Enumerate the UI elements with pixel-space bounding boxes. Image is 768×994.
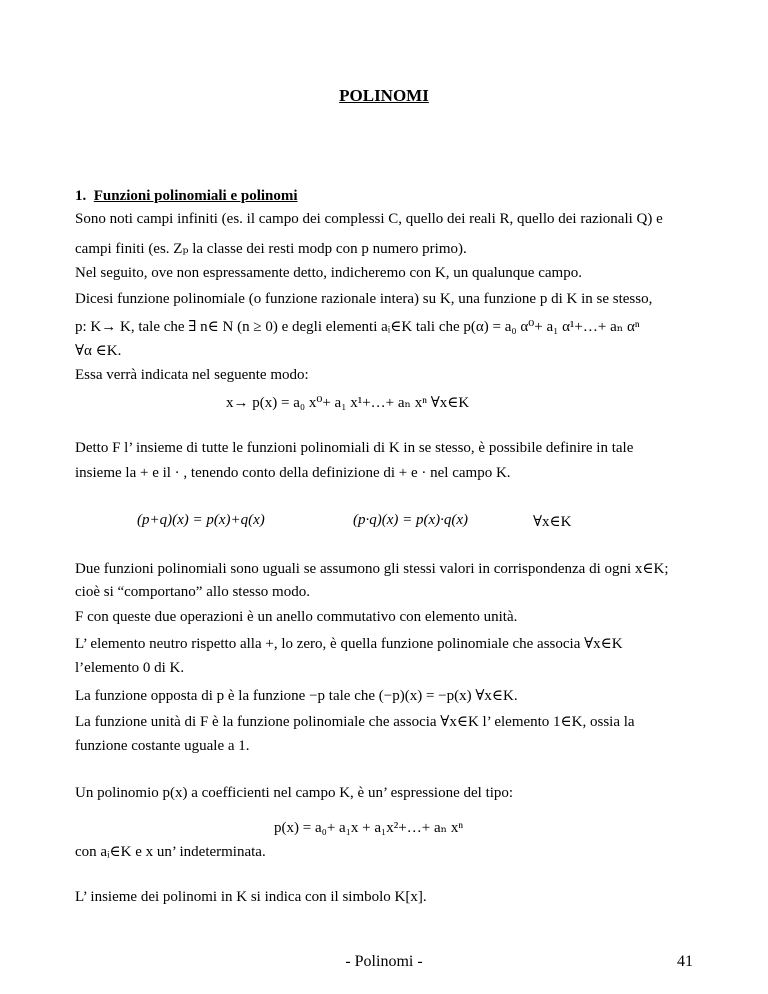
page-title: POLINOMI xyxy=(339,86,429,105)
paragraph-line: cioè si “comportano” allo stesso modo. xyxy=(75,584,310,600)
paragraph-line: ∀α ∈K. xyxy=(75,343,122,359)
paragraph-line: insieme la + e il · , tenendo conto della definizione di + e · nel campo K. xyxy=(75,465,511,481)
section-heading xyxy=(75,188,298,205)
paragraph-line: Detto F l’ insieme di tutte le funzioni polinomiali di K in se stesso, è possibile definire in tale xyxy=(75,440,634,456)
paragraph-line: La funzione unità di F è la funzione polinomiale che associa ∀x∈K l’ elemento 1∈K, ossia la xyxy=(75,714,635,730)
paragraph-line: Due funzioni polinomiali sono uguali se assumono gli stessi valori in corrispondenza di ogni x∈K; xyxy=(75,561,669,577)
page-number: 41 xyxy=(677,953,693,970)
paragraph-line: Un polinomio p(x) a coefficienti nel campo K, è un’ espressione del tipo: xyxy=(75,785,514,801)
paragraph-line: Dicesi funzione polinomiale (o funzione razionale intera) su K, una funzione p di K in se stesso, xyxy=(75,291,653,307)
paragraph-line: L’ insieme dei polinomi in K si indica con il simbolo K[x]. xyxy=(75,889,427,905)
paragraph-line: L’ elemento neutro rispetto alla +, lo zero, è quella funzione polinomiale che associa ∀x∈K xyxy=(75,636,623,652)
paragraph-line: campi finiti (es. Zₚ la classe dei resti modp con p numero primo). xyxy=(75,241,467,257)
paragraph-line: Sono noti campi infiniti (es. il campo dei complessi C, quello dei reali R, quello dei razionali Q) e xyxy=(75,211,663,227)
paragraph-line: p: K→ K, tale che ∃ n∈ N (n ≥ 0) e degli elementi aᵢ∈K tali che p(α) = a₀ α⁰+ a₁ α¹+…+ aₙ αⁿ xyxy=(75,319,640,335)
formula-line: x→ p(x) = a₀ x⁰+ a₁ x¹+…+ aₙ xⁿ ∀x∈K xyxy=(226,395,470,411)
section-number: 1. xyxy=(75,188,87,204)
page-footer: - Polinomi - xyxy=(345,953,423,970)
paragraph-line: l’elemento 0 di K. xyxy=(75,660,185,676)
formula-sum: (p+q)(x) = p(x)+q(x) xyxy=(137,512,265,528)
formula-product: (p·q)(x) = p(x)·q(x) xyxy=(353,512,469,528)
paragraph-line: La funzione opposta di p è la funzione −p tale che (−p)(x) = −p(x) ∀x∈K. xyxy=(75,688,518,704)
paragraph-line: funzione costante uguale a 1. xyxy=(75,738,250,754)
paragraph-line: F con queste due operazioni è un anello commutativo con elemento unità. xyxy=(75,609,518,625)
paragraph-line: con aᵢ∈K e x un’ indeterminata. xyxy=(75,844,266,860)
section-title: Funzioni polinomiali e polinomi xyxy=(93,188,298,204)
formula-quantifier: ∀x∈K xyxy=(533,514,572,530)
paragraph-line: Nel seguito, ove non espressamente detto, indicheremo con K, un qualunque campo. xyxy=(75,265,582,281)
formula-polynomial: p(x) = a₀+ a₁x + a₁x²+…+ aₙ xⁿ xyxy=(274,820,464,836)
paragraph-line: Essa verrà indicata nel seguente modo: xyxy=(75,367,309,383)
